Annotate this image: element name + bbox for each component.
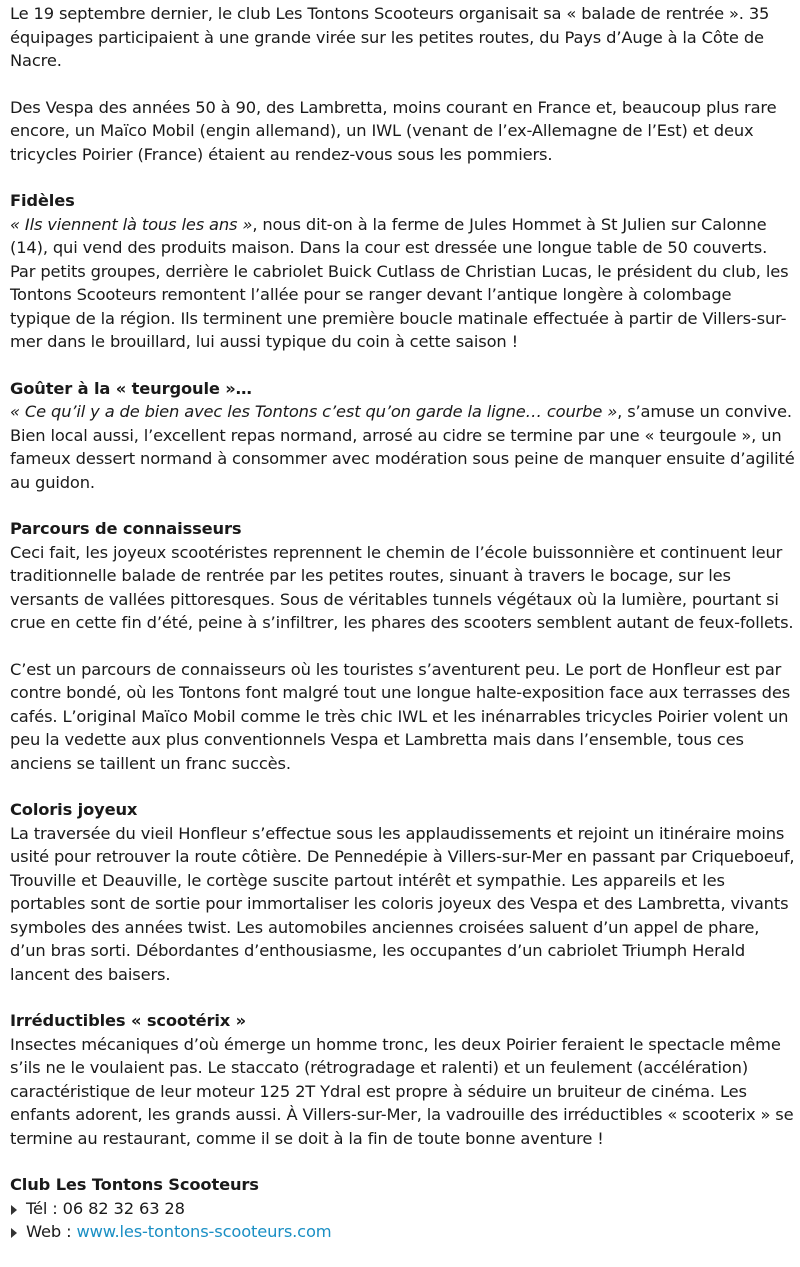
section-body-fideles	[10, 213, 795, 354]
section-title-parcours: Parcours de connaisseurs	[10, 519, 242, 538]
section-club	[10, 1173, 795, 1244]
parcours-paragraph-2: C’est un parcours de connaisseurs où les touristes s’aventurent peu. Le port de Honfleur est par contre bondé, où les Tontons font malgré tout une longue halte-exposition face aux terrasses des cafés. L’original Maïco Mobil comme le très chic IWL et les inénarrables tricycles Poirier volent un peu la vedette aux plus conventionnels Vespa et Lambretta mais dans l’ensemble, tous ces anciens se taillent un franc succès.	[10, 659, 791, 773]
section-body-gouter	[10, 400, 795, 494]
phone-number: 06 82 32 63 28	[62, 1198, 185, 1218]
section-body-coloris: La traversée du vieil Honfleur s’effectue sous les applaudissements et rejoint un itinéraire moins usité pour retrouver la route côtière. De Pennedépie à Villers-sur-Mer en passant par Criqueboeuf, Trouville et Deauville, le cortège suscite partout intérêt et sympathie. Les appareils et les portables sont de sortie pour immortaliser les coloris joyeux des Vespa et des Lambretta, vivants symboles des années twist. Les automobiles anciennes croisées saluent d’un appel de phare, d’un bras sorti. Débordantes d’enthousiasme, les occupantes d’un cabriolet Triumph Herald lancent des baisers.	[10, 823, 795, 984]
section-parcours	[10, 517, 795, 635]
intro-paragraph-1: Le 19 septembre dernier, le club Les Tontons Scooteurs organisait sa « balade de rentrée ». 35 équipages participaient à une grande virée sur les petites routes, du Pays d’Auge à la Côte de Nacre.	[10, 4, 770, 70]
text-gouter: , s’amuse un convive. Bien local aussi, l’excellent repas normand, arrosé au cidre se termine par une « teurgoule », un fameux dessert normand à consommer avec modération sous peine de manquer ensuite d’agilité au guidon.	[10, 402, 795, 492]
contact-web	[10, 1220, 795, 1244]
triangle-bullet-icon	[11, 1205, 17, 1215]
contact-list	[10, 1197, 795, 1244]
quote-gouter: « Ce qu’il y a de bien avec les Tontons c’est qu’on garde la ligne… courbe »	[10, 402, 618, 421]
section-title-coloris: Coloris joyeux	[10, 800, 138, 819]
web-label: Web :	[26, 1222, 77, 1241]
phone-label: Tél :	[26, 1198, 63, 1218]
contact-phone	[10, 1197, 795, 1221]
section-body-irreductibles: Insectes mécaniques d’où émerge un homme tronc, les deux Poirier feraient le spectacle même s’ils ne le voulaient pas. Le staccato (rétrogradage et ralenti) et un feulement (accélération) caractéristique de leur moteur 125 2T Ydral est propre à séduire un bruiteur de cinéma. Les enfants adorent, les grands aussi. À Villers-sur-Mer, la vadrouille des irréductibles « scooterix » se termine au restaurant, comme il se doit à la fin de toute bonne aventure !	[10, 1034, 794, 1148]
section-title-irreductibles: Irréductibles « scootérix »	[10, 1011, 247, 1030]
section-title-fideles: Fidèles	[10, 191, 75, 210]
section-fideles	[10, 189, 795, 354]
section-body-parcours: Ceci fait, les joyeux scootéristes reprennent le chemin de l’école buissonnière et continuent leur traditionnelle balade de rentrée par les petites routes, sinuant à travers le bocage, sur les versants de vallées pittoresques. Sous de véritables tunnels végétaux où la lumière, pourtant si crue en cette fin d’été, peine à s’infiltrer, les phares des scooters semblent autant de feux-follets.	[10, 542, 794, 632]
section-irreductibles	[10, 1009, 795, 1150]
section-title-gouter: Goûter à la « teurgoule »…	[10, 378, 252, 398]
text-fideles: , nous dit-on à la ferme de Jules Hommet à St Julien sur Calonne (14), qui vend des produits maison. Dans la cour est dressée une longue table de 50 couverts. Par petits groupes, derrière le cabriolet Buick Cutlass de Christian Lucas, le président du club, les Tontons Scooteurs remontent l’allée pour se ranger devant l’antique longère à colombage typique de la région. Ils terminent une première boucle matinale effectuée à partir de Villers-sur-mer dans le brouillard, lui aussi typique du coin à cette saison !	[10, 214, 789, 351]
section-coloris	[10, 798, 795, 986]
section-gouter	[10, 377, 795, 495]
article	[10, 2, 795, 1267]
website-link[interactable]: www.les-tontons-scooteurs.com	[76, 1222, 332, 1241]
section-title-club: Club Les Tontons Scooteurs	[10, 1175, 259, 1194]
quote-fideles: « Ils viennent là tous les ans »	[10, 214, 253, 234]
intro-paragraph-2: Des Vespa des années 50 à 90, des Lambretta, moins courant en France et, beaucoup plus rare encore, un Maïco Mobil (engin allemand), un IWL (venant de l’ex-Allemagne de l’Est) et deux tricycles Poirier (France) étaient au rendez-vous sous les pommiers.	[10, 97, 777, 164]
